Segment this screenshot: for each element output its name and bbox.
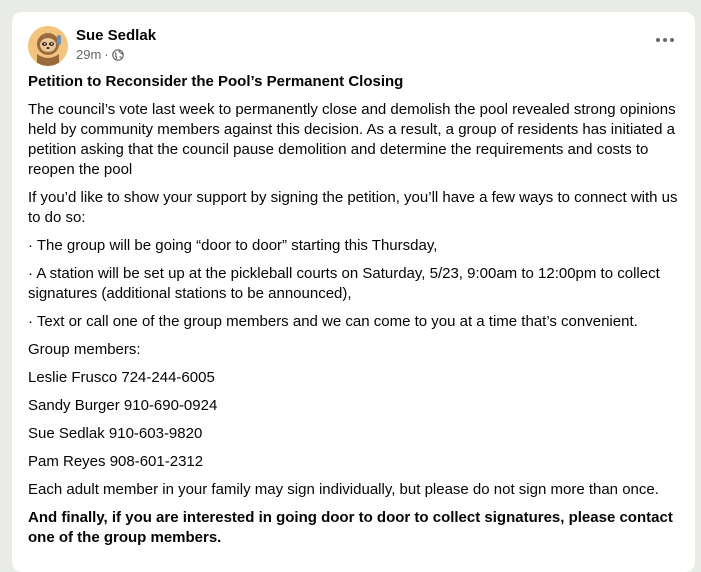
post-meta [76,47,124,62]
post-title: Petition to Reconsider the Pool’s Permanent Closing [28,73,404,90]
post-card [12,12,695,572]
bullet-text-or-call: · Text or call one of the group members and we can come to you at a time that’s convenient. [28,313,638,330]
author-name[interactable]: Sue Sedlak [76,27,157,44]
avatar[interactable] [28,26,68,66]
signing-note: Each adult member in your family may sign individually, but please do not sign more than once. [28,481,659,498]
post-paragraph-support: If you’d like to show your support by signing the petition, you’ll have a few ways to connect with us to do so: [28,189,678,226]
bullet-door-to-door: · The group will be going “door to door” starting this Thursday, [28,237,438,254]
bullet-station: · A station will be set up at the pickleball courts on Saturday, 5/23, 9:00am to 12:00pm to collect signatures (additional stations to be announced), [28,265,660,302]
closing-call-to-action: And finally, if you are interested in going door to door to collect signatures, please contact one of the group members. [28,509,673,546]
member-contact: Sue Sedlak 910-603-9820 [28,425,203,442]
post-header [28,26,679,70]
member-contact: Sandy Burger 910-690-0924 [28,397,218,414]
member-contact: Pam Reyes 908-601-2312 [28,453,204,470]
sloth-avatar-icon [28,26,68,66]
more-options-icon [655,37,675,43]
member-contact: Leslie Frusco 724-244-6005 [28,369,215,386]
group-members-heading: Group members: [28,341,141,358]
more-options-button[interactable] [651,30,679,50]
post-paragraph-intro: The council’s vote last week to permanently close and demolish the pool revealed strong opinions held by community members against this decision. As a result, a group of residents has initiated a petition asking that the council pause demolition and determine the requirements and costs to reopen the pool [28,101,676,178]
globe-icon[interactable] [112,49,124,61]
post-timestamp[interactable]: 29m [76,47,102,62]
meta-separator: · [104,47,109,62]
post-body [28,72,692,556]
